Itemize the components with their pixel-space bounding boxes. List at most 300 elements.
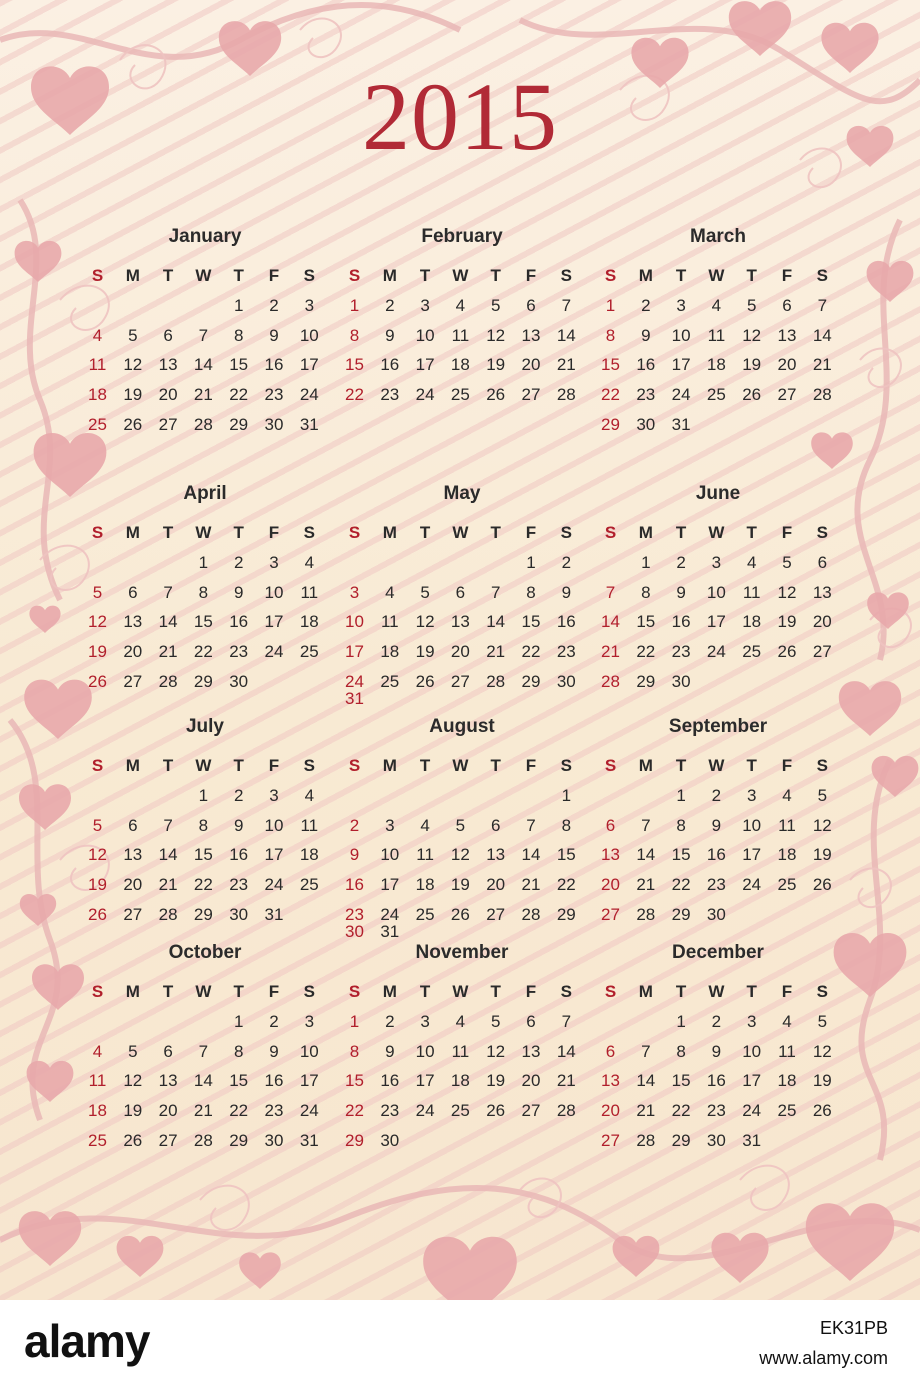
weekday-header: F [268,523,280,542]
weekday-header: M [125,523,140,542]
day-cell: 4 [304,553,315,572]
day-cell: 30 [229,904,249,924]
weekday-header: S [348,756,361,775]
day-cell: 9 [385,1041,395,1061]
day-cell: 24 [299,1101,319,1121]
day-cell: 19 [415,642,435,662]
day-cell: 27 [601,1130,620,1150]
day-cell: 18 [299,845,319,865]
weekday-header: F [781,982,793,1001]
day-cell: 3 [269,553,279,572]
day-cell: 30 [556,671,576,691]
weekday-header: M [382,756,397,775]
day-cell: 14 [812,325,832,345]
weekday-header: S [816,523,828,542]
month-march [593,226,843,466]
weekday-header: T [746,982,757,1001]
day-cell: 7 [526,815,536,835]
day-cell: 22 [601,385,620,405]
weekday-header: T [419,266,431,285]
watermark-site: www.alamy.com [759,1348,888,1368]
day-cell: 16 [380,1071,400,1091]
day-cell: 18 [88,1101,107,1121]
day-cell: 24 [415,1101,435,1121]
month-october [80,942,330,1182]
day-cell: 18 [415,875,435,895]
day-cell: 16 [264,1071,284,1091]
day-cell: 10 [742,815,762,835]
day-cell: 16 [229,845,249,865]
month-name: November [415,942,509,963]
day-cell: 9 [711,815,722,835]
weekday-header: S [303,266,315,285]
weekday-header: M [638,756,653,775]
day-cell: 15 [345,1071,364,1091]
day-cell: 17 [742,1071,762,1091]
day-cell: 29 [229,414,249,434]
day-cell: 3 [349,582,360,602]
day-cell: 13 [601,1071,620,1091]
day-cell: 8 [233,1041,244,1061]
day-cell: 1 [676,786,686,805]
day-cell: 12 [812,1041,832,1061]
day-cell: 5 [455,815,466,835]
day-cell: 17 [706,612,726,632]
weekday-header: T [233,523,244,542]
weekday-header: S [604,756,617,775]
day-cell: 18 [706,355,726,375]
day-cell: 6 [128,815,138,835]
month-june [593,483,843,723]
weekday-header: F [525,523,537,542]
day-cell: 23 [380,385,400,405]
day-cell: 16 [706,1071,726,1091]
day-cell: 25 [742,642,762,662]
month-august [337,716,587,956]
day-cell: 19 [742,355,762,375]
day-cell: 30 [706,904,726,924]
day-cell: 19 [486,1071,506,1091]
day-cell: 28 [636,1130,656,1150]
day-cell: 21 [521,875,541,895]
day-cell: 8 [526,582,536,602]
day-cell: 6 [605,1041,616,1061]
weekday-header: T [746,266,757,285]
day-cell: 26 [486,1101,506,1121]
month-name: April [183,483,227,504]
weekday-header: T [162,756,174,775]
day-cell: 20 [812,612,832,632]
day-cell: 20 [521,1071,541,1091]
day-cell: 10 [415,1041,435,1061]
day-cell: 6 [163,1041,173,1061]
day-cell: 19 [88,642,107,662]
weekday-header: F [268,982,280,1001]
day-cell: 13 [486,845,506,865]
weekday-header: F [781,523,793,542]
day-cell: 31 [742,1130,762,1150]
day-cell: 5 [92,815,103,835]
day-cell: 4 [92,325,103,345]
day-cell: 13 [450,612,470,632]
day-cell: 1 [349,296,360,315]
day-cell: 7 [163,582,173,602]
day-cell: 2 [641,296,651,315]
day-cell: 3 [711,553,722,572]
day-cell: 25 [88,414,107,434]
day-cell: 1 [233,1012,244,1031]
day-cell: 14 [601,612,620,632]
day-cell: 23 [556,642,576,662]
day-cell: 2 [561,553,572,572]
day-cell: 11 [451,1041,470,1061]
day-cell: 25 [380,671,400,691]
day-cell: 1 [198,553,209,572]
day-cell: 3 [269,786,279,805]
weekday-header: F [268,266,280,285]
day-cell: 26 [777,642,797,662]
weekday-header: S [604,982,617,1001]
month-may [337,483,587,723]
day-cell: 29 [636,671,656,691]
weekday-header: W [452,523,469,542]
month-name: June [695,483,741,504]
day-cell: 8 [198,815,209,835]
weekday-header: T [675,523,687,542]
month-december [593,942,843,1182]
day-cell: 16 [556,612,576,632]
weekday-header: M [125,266,140,285]
day-cell: 15 [345,355,364,375]
day-cell: 24 [742,875,762,895]
day-cell: 26 [486,385,506,405]
day-cell: 8 [349,325,360,345]
day-cell: 26 [450,904,470,924]
day-cell: 8 [676,815,686,835]
day-cell: 31 [345,688,364,708]
day-cell: 27 [777,385,797,405]
day-cell: 23 [264,385,284,405]
day-cell: 30 [671,671,691,691]
day-cell: 8 [233,325,244,345]
weekday-header: S [560,523,572,542]
day-cell: 17 [671,355,691,375]
day-cell: 15 [193,845,213,865]
calendar-year-title: 2015 [362,63,558,170]
day-cell: 3 [304,1012,315,1031]
day-cell: 24 [742,1101,762,1121]
day-cell: 13 [158,355,178,375]
day-cell: 3 [676,296,686,315]
day-cell: 31 [380,921,400,941]
day-cell: 14 [556,325,576,345]
day-cell: 10 [264,815,284,835]
day-cell: 16 [671,612,691,632]
day-cell: 30 [345,921,364,941]
day-cell: 23 [671,642,691,662]
day-cell: 22 [345,1101,364,1121]
day-cell: 4 [385,582,395,602]
day-cell: 11 [88,355,107,375]
month-name: March [690,226,746,247]
weekday-header: T [419,523,431,542]
day-cell: 27 [123,671,143,691]
day-cell: 29 [671,904,691,924]
day-cell: 22 [229,385,249,405]
month-april [80,483,330,723]
day-cell: 3 [420,1012,430,1031]
day-cell: 18 [450,1071,470,1091]
day-cell: 8 [349,1041,360,1061]
day-cell: 28 [193,1130,213,1150]
day-cell: 26 [123,414,143,434]
day-cell: 20 [450,642,470,662]
day-cell: 29 [671,1130,691,1150]
day-cell: 18 [88,385,107,405]
day-cell: 1 [198,786,209,805]
day-cell: 20 [486,875,506,895]
day-cell: 25 [777,1101,797,1121]
day-cell: 5 [817,1012,828,1031]
day-cell: 19 [123,1101,143,1121]
month-july [80,716,330,956]
weekday-header: W [708,982,725,1001]
month-name: August [429,716,495,737]
weekday-header: W [452,982,469,1001]
day-cell: 19 [450,875,470,895]
day-cell: 4 [782,1012,792,1031]
day-cell: 7 [490,582,501,602]
day-cell: 6 [490,815,501,835]
month-january [80,226,330,466]
weekday-header: S [560,266,572,285]
day-cell: 26 [415,671,435,691]
day-cell: 26 [88,904,107,924]
day-cell: 30 [636,414,656,434]
month-february [337,226,587,466]
day-cell: 5 [490,296,501,315]
day-cell: 21 [812,355,832,375]
day-cell: 17 [264,612,284,632]
day-cell: 21 [193,385,213,405]
weekday-header: T [233,756,244,775]
day-cell: 2 [269,296,279,315]
day-cell: 25 [450,385,470,405]
weekday-header: F [781,756,793,775]
day-cell: 8 [641,582,651,602]
day-cell: 31 [299,414,319,434]
weekday-header: W [708,523,725,542]
day-cell: 22 [193,642,213,662]
day-cell: 20 [777,355,797,375]
day-cell: 5 [128,1041,138,1061]
day-cell: 28 [601,671,620,691]
day-cell: 27 [158,414,178,434]
day-cell: 3 [420,296,430,315]
day-cell: 27 [486,904,506,924]
day-cell: 1 [233,296,244,315]
day-cell: 22 [521,642,541,662]
day-cell: 18 [299,612,319,632]
day-cell: 5 [817,786,828,805]
day-cell: 9 [711,1041,722,1061]
day-cell: 24 [264,875,284,895]
day-cell: 11 [88,1071,107,1091]
day-cell: 22 [556,875,576,895]
day-cell: 8 [676,1041,686,1061]
day-cell: 4 [711,296,722,315]
day-cell: 18 [450,355,470,375]
day-cell: 14 [636,845,656,865]
day-cell: 13 [123,612,143,632]
weekday-header: S [604,266,617,285]
day-cell: 7 [198,1041,209,1061]
weekday-header: S [560,756,572,775]
day-cell: 9 [641,325,651,345]
day-cell: 27 [521,385,541,405]
day-cell: 8 [561,815,572,835]
day-cell: 13 [601,845,620,865]
day-cell: 14 [556,1041,576,1061]
weekday-header: W [708,756,725,775]
weekday-header: T [162,523,174,542]
day-cell: 20 [601,1101,620,1121]
day-cell: 18 [380,642,400,662]
day-cell: 31 [264,904,284,924]
day-cell: 10 [299,1041,319,1061]
day-cell: 4 [420,815,430,835]
day-cell: 11 [416,845,434,865]
weekday-header: T [675,266,687,285]
weekday-header: S [91,266,104,285]
day-cell: 10 [264,582,284,602]
weekday-header: W [195,756,212,775]
day-cell: 9 [269,325,279,345]
day-cell: 24 [706,642,726,662]
day-cell: 2 [385,1012,395,1031]
day-cell: 16 [636,355,656,375]
day-cell: 19 [812,845,832,865]
day-cell: 21 [556,355,576,375]
weekday-header: M [382,523,397,542]
day-cell: 2 [233,786,244,805]
weekday-header: F [525,756,537,775]
day-cell: 9 [676,582,686,602]
day-cell: 13 [777,325,797,345]
day-cell: 27 [601,904,620,924]
day-cell: 5 [92,582,103,602]
day-cell: 23 [636,385,656,405]
day-cell: 20 [123,875,143,895]
weekday-header: W [195,523,212,542]
day-cell: 22 [636,642,656,662]
day-cell: 7 [641,815,651,835]
month-name: December [672,942,764,963]
day-cell: 23 [706,1101,726,1121]
day-cell: 20 [158,385,178,405]
day-cell: 25 [706,385,726,405]
weekday-header: S [348,523,361,542]
day-cell: 12 [123,355,143,375]
day-cell: 2 [711,1012,722,1031]
weekday-header: S [816,266,828,285]
day-cell: 17 [299,355,319,375]
day-cell: 4 [304,786,315,805]
day-cell: 5 [420,582,430,602]
day-cell: 20 [521,355,541,375]
weekday-header: T [233,266,244,285]
day-cell: 21 [193,1101,213,1121]
day-cell: 7 [605,582,616,602]
day-cell: 25 [415,904,435,924]
day-cell: 7 [641,1041,651,1061]
day-cell: 29 [521,671,541,691]
day-cell: 23 [706,875,726,895]
day-cell: 27 [812,642,832,662]
day-cell: 15 [229,355,249,375]
weekday-header: T [162,982,174,1001]
day-cell: 14 [158,845,178,865]
day-cell: 21 [158,642,178,662]
weekday-header: W [195,982,212,1001]
weekday-header: T [162,266,174,285]
day-cell: 24 [415,385,435,405]
weekday-header: S [604,523,617,542]
day-cell: 11 [300,815,319,835]
day-cell: 13 [812,582,832,602]
weekday-header: W [452,756,469,775]
weekday-header: T [746,523,757,542]
day-cell: 19 [88,875,107,895]
day-cell: 14 [636,1071,656,1091]
day-cell: 27 [521,1101,541,1121]
day-cell: 6 [128,582,138,602]
day-cell: 27 [158,1130,178,1150]
day-cell: 17 [299,1071,319,1091]
month-november [337,942,587,1182]
day-cell: 29 [601,414,620,434]
day-cell: 11 [778,1041,796,1061]
day-cell: 26 [812,1101,832,1121]
day-cell: 13 [158,1071,178,1091]
day-cell: 1 [641,553,651,572]
day-cell: 21 [636,1101,656,1121]
weekday-header: T [490,523,501,542]
day-cell: 19 [812,1071,832,1091]
day-cell: 29 [193,671,213,691]
day-cell: 17 [345,642,364,662]
day-cell: 2 [385,296,395,315]
weekday-header: M [382,266,397,285]
weekday-header: F [525,982,537,1001]
weekday-header: S [91,523,104,542]
month-name: February [421,226,503,247]
day-cell: 22 [193,875,213,895]
day-cell: 29 [556,904,576,924]
day-cell: 13 [521,325,541,345]
day-cell: 27 [450,671,470,691]
day-cell: 19 [486,355,506,375]
weekday-header: T [419,756,431,775]
day-cell: 28 [636,904,656,924]
weekday-header: S [91,756,104,775]
month-name: October [168,942,242,963]
day-cell: 5 [128,325,138,345]
weekday-header: M [638,523,653,542]
day-cell: 15 [671,845,691,865]
day-cell: 19 [123,385,143,405]
day-cell: 28 [812,385,832,405]
